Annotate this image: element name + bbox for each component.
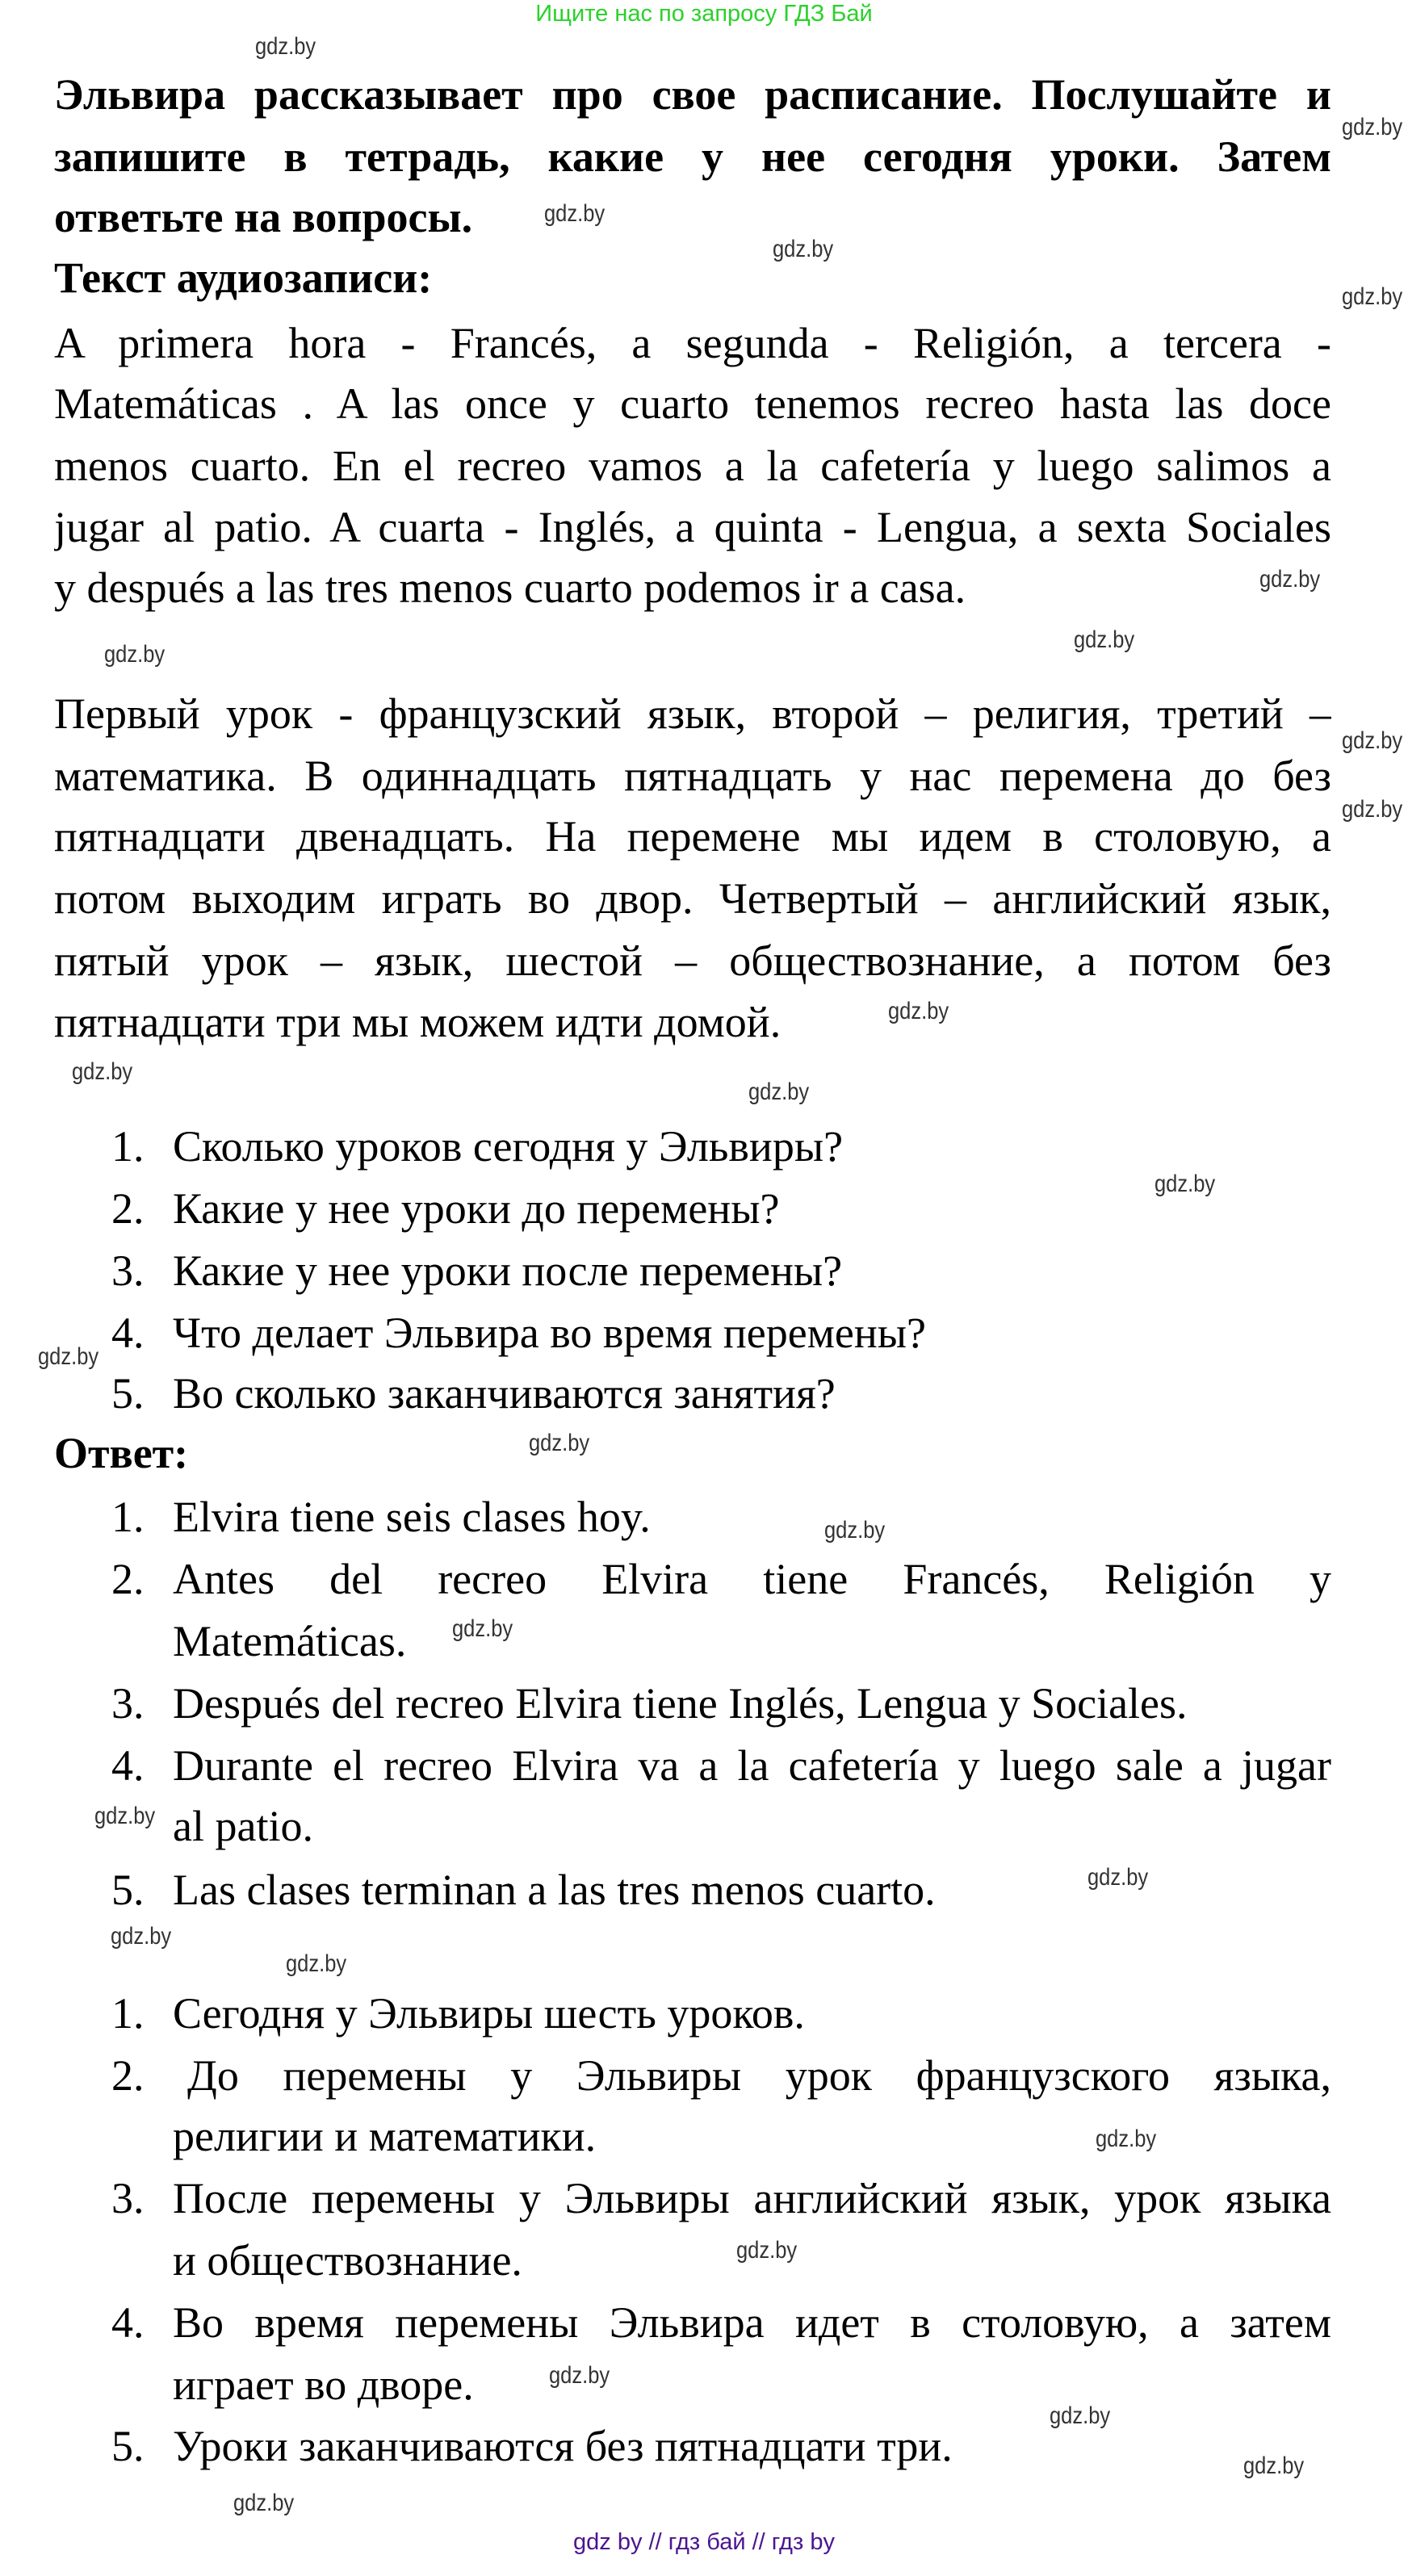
answer-number: 4. <box>111 1741 145 1790</box>
transcript-es-line: jugar al patio. A cuarta - Inglés, a quinta - Lengua, a sexta Sociales <box>54 503 1331 551</box>
transcript-ru-line: пятнадцати двенадцать. На перемене мы идем в столовую, а <box>54 812 1331 861</box>
watermark-text: gdz.by <box>888 998 949 1024</box>
question-text: Во сколько заканчиваются занятия? <box>173 1369 836 1418</box>
watermark-text: gdz.by <box>111 1923 172 1950</box>
transcript-ru-line: пятнадцати три мы можем идти домой. <box>54 998 782 1046</box>
watermark-text: gdz.by <box>736 2237 798 2264</box>
watermark-text: gdz.by <box>452 1615 513 1642</box>
question-text: Что делает Эльвира во время перемены? <box>173 1309 927 1357</box>
transcript-es-line: y después a las tres menos cuarto podemos ir a casa. <box>54 563 966 612</box>
transcript-ru-line: математика. В одиннадцать пятнадцать у нас перемена до без <box>54 752 1331 800</box>
answer-text: Durante el recreo Elvira va a la cafetería y luego sale a jugar <box>173 1741 1331 1790</box>
transcript-es-line: A primera hora - Francés, a segunda - Religión, a tercera - <box>54 319 1331 367</box>
watermark-text: gdz.by <box>1096 2126 1157 2152</box>
question-number: 4. <box>111 1309 145 1357</box>
footer-links: gdz by // гдз бай // гдз by <box>573 2529 835 2555</box>
answer-text: играет во дворе. <box>173 2360 474 2409</box>
watermark-text: gdz.by <box>748 1079 810 1105</box>
top-banner: Ищите нас по запросу ГДЗ Бай <box>535 1 873 27</box>
answer-text: религии и математики. <box>173 2112 597 2160</box>
watermark-text: gdz.by <box>1259 566 1321 593</box>
question-text: Какие у нее уроки до перемены? <box>173 1184 780 1233</box>
task-heading-line: Эльвира рассказывает про свое расписание. Послушайте и <box>54 70 1331 119</box>
watermark-text: gdz.by <box>72 1058 133 1085</box>
answer-number: 3. <box>111 1679 145 1728</box>
answer-number: 2. <box>111 1555 145 1603</box>
answer-text: Во время перемены Эльвира идет в столовую, а затем <box>173 2298 1331 2347</box>
watermark-text: gdz.by <box>773 236 834 262</box>
answer-number: 5. <box>111 2422 145 2470</box>
answer-text: Las clases terminan a las tres menos cuarto. <box>173 1866 936 1914</box>
answer-text: Matemáticas. <box>173 1617 407 1665</box>
watermark-text: gdz.by <box>38 1343 99 1370</box>
answer-number: 2. <box>111 2051 145 2100</box>
answer-text: Elvira tiene seis clases hoy. <box>173 1493 651 1541</box>
answer-label: Ответ: <box>54 1429 189 1477</box>
answer-text: и обществознание. <box>173 2236 522 2285</box>
watermark-text: gdz.by <box>824 1517 886 1544</box>
watermark-text: gdz.by <box>1342 727 1403 754</box>
watermark-text: gdz.by <box>286 1950 347 1977</box>
watermark-text: gdz.by <box>1243 2452 1305 2479</box>
answer-text: Antes del recreo Elvira tiene Francés, Religión y <box>173 1555 1331 1603</box>
answer-number: 1. <box>111 1989 145 2038</box>
question-number: 1. <box>111 1122 145 1171</box>
task-heading-line: ответьте на вопросы. <box>54 193 473 241</box>
answer-text: После перемены у Эльвиры английский язык, урок языка <box>173 2174 1331 2222</box>
task-heading-line: запишите в тетрадь, какие у нее сегодня уроки. Затем <box>54 132 1331 181</box>
answer-number: 4. <box>111 2298 145 2347</box>
answer-text: До перемены у Эльвиры урок французского языка, <box>187 2051 1331 2100</box>
watermark-text: gdz.by <box>1342 114 1403 140</box>
watermark-text: gdz.by <box>104 641 166 668</box>
watermark-text: gdz.by <box>1342 283 1403 310</box>
answer-text: al patio. <box>173 1802 313 1850</box>
watermark-text: gdz.by <box>255 33 316 60</box>
answer-number: 5. <box>111 1866 145 1914</box>
watermark-text: gdz.by <box>1154 1171 1216 1197</box>
watermark-text: gdz.by <box>549 2362 610 2389</box>
transcript-ru-line: потом выходим играть во двор. Четвертый – английский язык, <box>54 874 1331 923</box>
transcript-es-line: menos cuarto. En el recreo vamos a la cafetería y luego salimos a <box>54 442 1331 490</box>
watermark-text: gdz.by <box>1087 1864 1149 1891</box>
answer-text: Después del recreo Elvira tiene Inglés, Lengua y Sociales. <box>173 1679 1188 1728</box>
answer-number: 3. <box>111 2174 145 2222</box>
question-text: Сколько уроков сегодня у Эльвиры? <box>173 1122 844 1171</box>
watermark-text: gdz.by <box>529 1430 590 1456</box>
watermark-text: gdz.by <box>94 1803 156 1829</box>
question-number: 5. <box>111 1369 145 1418</box>
answer-number: 1. <box>111 1493 145 1541</box>
question-number: 3. <box>111 1246 145 1295</box>
transcript-es-line: Matemáticas . A las once y cuarto tenemos recreo hasta las doce <box>54 379 1331 428</box>
question-number: 2. <box>111 1184 145 1233</box>
question-text: Какие у нее уроки после перемены? <box>173 1246 843 1295</box>
watermark-text: gdz.by <box>233 2490 295 2516</box>
transcript-ru-line: Первый урок - французский язык, второй – религия, третий – <box>54 689 1331 738</box>
watermark-text: gdz.by <box>1050 2402 1111 2429</box>
answer-text: Уроки заканчиваются без пятнадцати три. <box>173 2422 953 2470</box>
answer-text: Сегодня у Эльвиры шесть уроков. <box>173 1989 805 2038</box>
watermark-text: gdz.by <box>1342 796 1403 823</box>
transcript-ru-line: пятый урок – язык, шестой – обществознание, а потом без <box>54 936 1331 985</box>
audio-label: Текст аудиозаписи: <box>54 253 433 302</box>
watermark-text: gdz.by <box>1074 626 1135 653</box>
watermark-text: gdz.by <box>544 200 606 227</box>
